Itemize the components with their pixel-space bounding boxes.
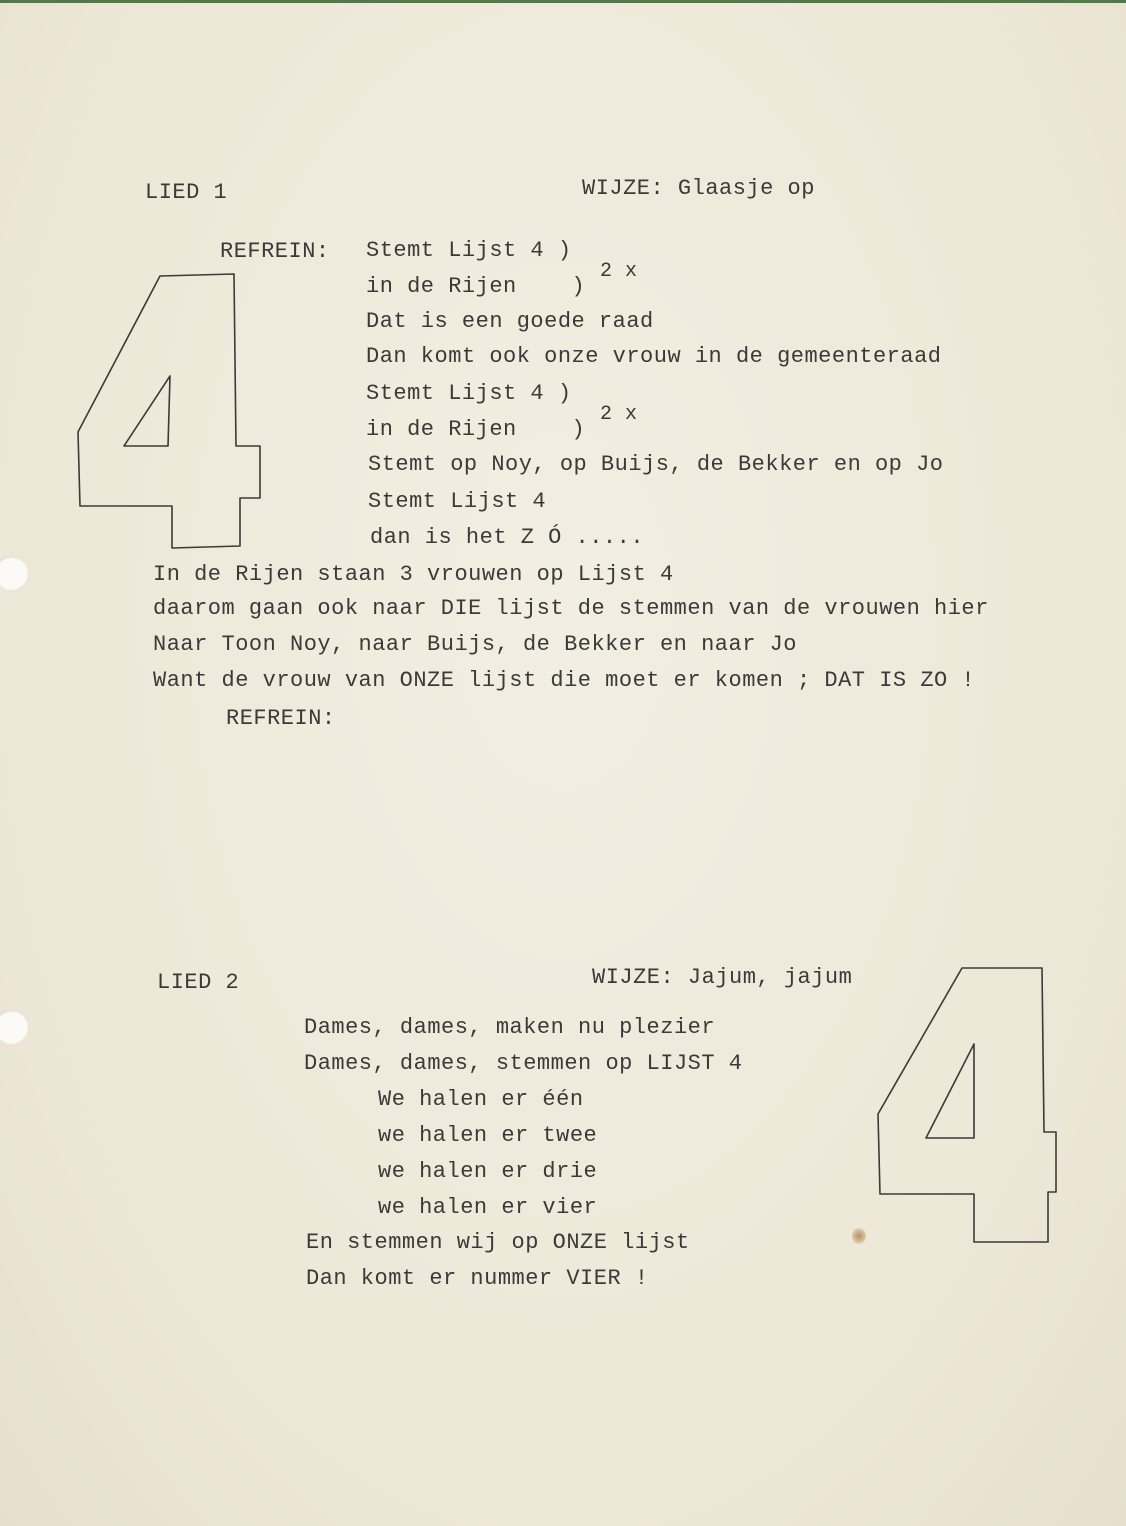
big-four-graphic [74, 270, 266, 554]
song2-line: we halen er twee [378, 1123, 598, 1148]
song2-line: we halen er vier [378, 1195, 598, 1220]
refrain-line: in de Rijen ) [366, 417, 586, 442]
refrain-line: Stemt Lijst 4 [368, 489, 547, 514]
punch-hole [0, 1010, 28, 1044]
verse-line: Want de vrouw van ONZE lijst die moet er komen ; DAT IS ZO ! [153, 668, 976, 693]
stain-mark [852, 1228, 866, 1244]
song2-line: Dan komt er nummer VIER ! [306, 1266, 649, 1291]
song2-line: Dames, dames, stemmen op LIJST 4 [304, 1051, 743, 1076]
song2-line: Dames, dames, maken nu plezier [304, 1015, 716, 1040]
verse-line: Naar Toon Noy, naar Buijs, de Bekker en naar Jo [153, 632, 798, 657]
refrain-line: Dat is een goede raad [366, 309, 654, 334]
song1-refrain-label: REFREIN: [220, 239, 330, 264]
song1-tune: WIJZE: Glaasje op [582, 176, 815, 201]
song1-title: LIED 1 [145, 180, 228, 205]
refrain-line: Stemt op Noy, op Buijs, de Bekker en op Jo [368, 452, 944, 477]
song2-line: We halen er één [378, 1087, 584, 1112]
song1-closing-refrain: REFREIN: [226, 706, 336, 731]
song2-line: En stemmen wij op ONZE lijst [306, 1230, 690, 1255]
verse-line: daarom gaan ook naar DIE lijst de stemmen van de vrouwen hier [153, 596, 989, 621]
verse-line: In de Rijen staan 3 vrouwen op Lijst 4 [153, 562, 674, 587]
song2-title: LIED 2 [157, 970, 240, 995]
song2-line: we halen er drie [378, 1159, 598, 1184]
repeat-mark: 2 x [600, 260, 638, 283]
punch-hole [0, 556, 28, 590]
song2-tune: WIJZE: Jajum, jajum [592, 965, 853, 990]
refrain-line: Stemt Lijst 4 ) [366, 381, 572, 406]
repeat-mark: 2 x [600, 403, 638, 426]
big-four-graphic [874, 964, 1060, 1246]
refrain-line: Stemt Lijst 4 ) [366, 238, 572, 263]
top-edge [0, 0, 1126, 3]
refrain-line: dan is het Z Ó ..... [370, 525, 645, 550]
refrain-line: Dan komt ook onze vrouw in de gemeenteraad [366, 344, 942, 369]
refrain-line: in de Rijen ) [366, 274, 586, 299]
